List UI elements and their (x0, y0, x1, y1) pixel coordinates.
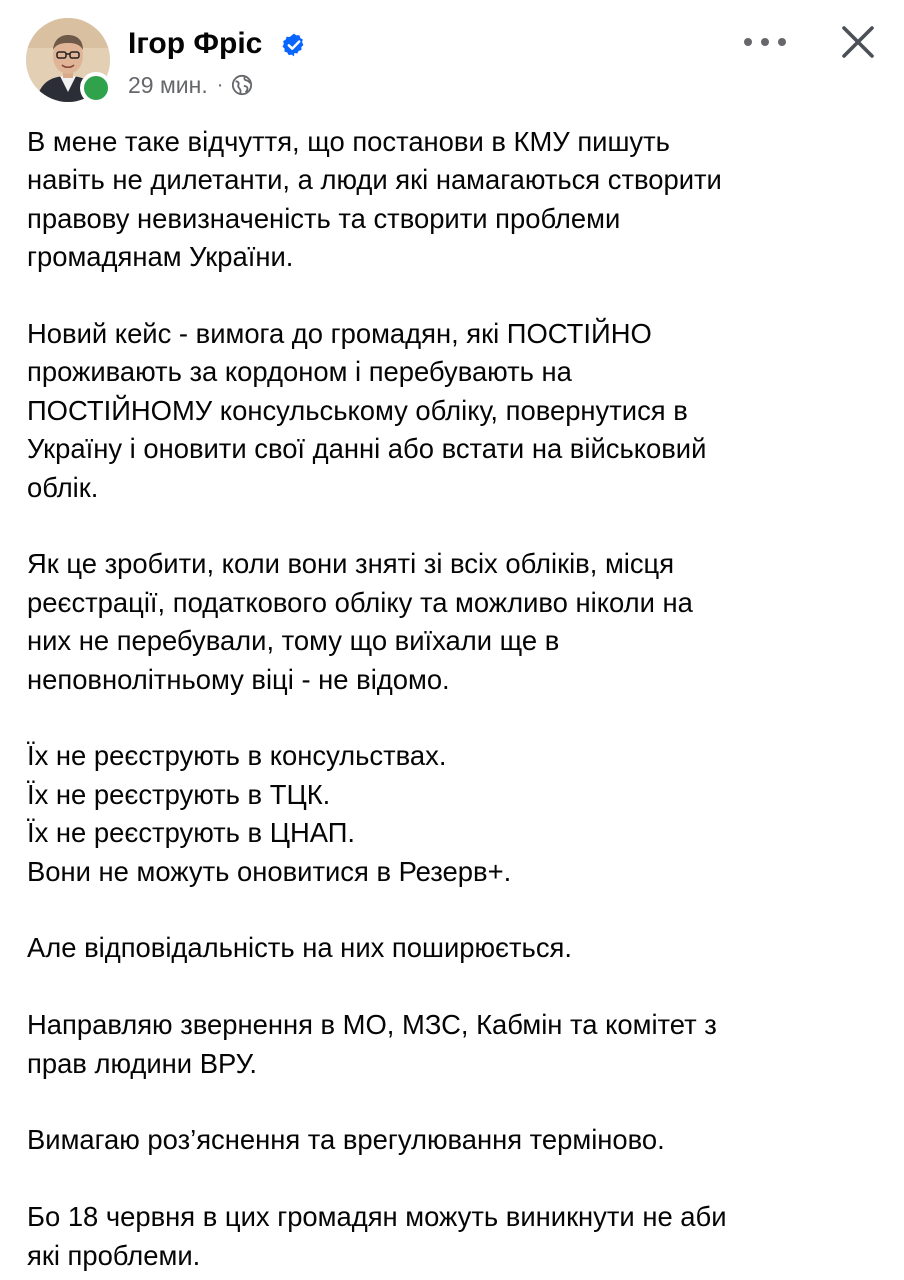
author-name[interactable]: Ігор Фріс (128, 27, 263, 60)
text-line: реєстрації, податкового обліку та можливо ніколи на (27, 586, 693, 618)
text-line: Їх не реєструють в консульствах. (27, 740, 447, 772)
more-dot (744, 38, 752, 46)
text-line: В мене таке відчуття, що постанови в КМУ пишуть (27, 126, 670, 157)
meta-separator: · (216, 73, 224, 96)
text-line: які проблеми. (27, 1239, 201, 1271)
text-line: Направляю звернення в МО, МЗС, Кабмін та комітет з (27, 1009, 717, 1041)
text-line: Але відповідальність на них поширюється. (27, 932, 572, 964)
text-line: Новий кейс - вимога до громадян, які ПОСТІЙНО (27, 318, 652, 350)
post-paragraph (27, 1006, 887, 1083)
text-line: Як це зробити, коли вони зняті зі всіх обліків, місця (27, 548, 675, 580)
text-line: Вимагаю роз’яснення та врегулювання терміново. (27, 1124, 665, 1156)
text-line: Бо 18 червня в цих громадян можуть виникнути не аби (27, 1201, 727, 1233)
verified-badge-icon (281, 32, 307, 58)
post-header (0, 0, 904, 115)
post-meta (128, 70, 253, 100)
post-paragraph (27, 545, 887, 699)
post-paragraph (27, 1121, 887, 1159)
text-line: навіть не дилетанти, а люди які намагаються створити (27, 164, 722, 196)
text-line: ПОСТІЙНОМУ консульському обліку, повернутися в (27, 394, 688, 426)
text-line: прав людини ВРУ. (27, 1047, 258, 1079)
more-options-icon[interactable] (744, 24, 786, 60)
more-dot (778, 38, 786, 46)
globe-icon[interactable] (231, 74, 253, 96)
post-text (27, 123, 887, 1275)
online-status-dot (80, 72, 112, 104)
more-dot (761, 38, 769, 46)
text-line: правову невизначеність та створити проблеми (27, 202, 621, 234)
post-timestamp[interactable]: 29 мин. (128, 71, 208, 98)
text-line: Їх не реєструють в ТЦК. (27, 778, 331, 810)
text-line: неповнолітньому віці - не відомо. (27, 663, 450, 695)
post-paragraph (27, 315, 887, 507)
post-paragraph (27, 737, 887, 891)
text-line: громадянам України. (27, 241, 294, 273)
text-line: проживають за кордоном і перебувають на (27, 356, 572, 388)
text-line: облік. (27, 471, 99, 503)
text-line: Вони не можуть оновитися в Резерв+. (27, 855, 512, 887)
text-line: них не перебували, тому що виїхали ще в (27, 625, 560, 657)
author-avatar[interactable] (26, 18, 110, 102)
post-paragraph (27, 1198, 887, 1275)
post-paragraph (27, 929, 887, 967)
post-paragraph (27, 123, 887, 277)
text-line: Україну і оновити свої данні або встати на військовий (27, 433, 707, 465)
close-icon[interactable] (838, 22, 878, 62)
text-line: Їх не реєструють в ЦНАП. (27, 817, 356, 849)
